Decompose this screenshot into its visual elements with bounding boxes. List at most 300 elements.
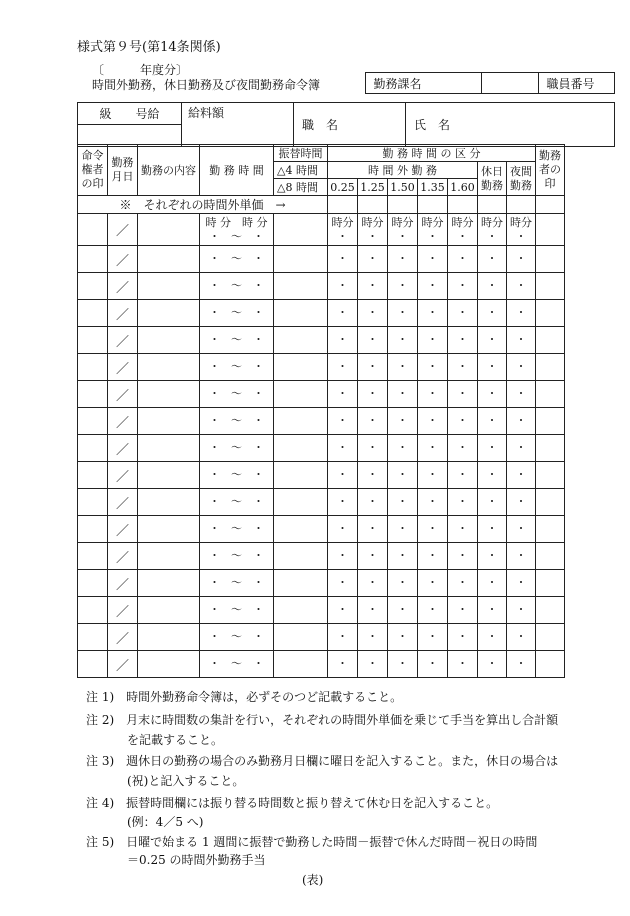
hours-cell[interactable]	[418, 354, 448, 381]
hours-cell[interactable]	[507, 273, 536, 300]
work-day-cell[interactable]	[108, 381, 138, 408]
hm-dot-mark: ・	[397, 657, 408, 670]
hours-cell[interactable]	[328, 489, 358, 516]
hours-cell[interactable]	[388, 435, 418, 462]
hours-cell[interactable]	[328, 381, 358, 408]
hours-cell[interactable]	[328, 354, 358, 381]
hours-cell[interactable]	[388, 214, 418, 246]
hours-cell[interactable]	[448, 300, 478, 327]
hours-cell[interactable]	[328, 214, 358, 246]
work-time-cell[interactable]	[200, 273, 274, 300]
table-row	[78, 516, 565, 543]
hm-dot-mark: ・	[486, 360, 498, 373]
hours-cell[interactable]	[388, 300, 418, 327]
hours-cell[interactable]	[358, 246, 388, 273]
hours-cell[interactable]	[507, 408, 536, 435]
hm-dot-mark: ・	[457, 576, 468, 589]
work-day-cell[interactable]	[108, 246, 138, 273]
hours-cell[interactable]	[478, 381, 507, 408]
hours-cell[interactable]	[388, 624, 418, 651]
work-day-cell[interactable]	[108, 327, 138, 354]
hm-dot-mark: ・	[337, 468, 348, 481]
work-time-cell[interactable]	[200, 327, 274, 354]
hours-cell[interactable]	[358, 381, 388, 408]
commander-seal-cell[interactable]	[78, 273, 108, 300]
commander-seal-cell[interactable]	[78, 381, 108, 408]
work-time-cell[interactable]	[200, 516, 274, 543]
work-content-cell[interactable]	[138, 327, 200, 354]
date-slash: ／	[115, 631, 129, 647]
time-range-mark: ・ 〜 ・	[209, 495, 264, 508]
hours-cell[interactable]	[358, 354, 388, 381]
work-time-cell[interactable]	[200, 354, 274, 381]
worker-seal-cell[interactable]	[536, 516, 565, 543]
work-day-cell[interactable]	[108, 516, 138, 543]
commander-seal-cell[interactable]	[78, 408, 108, 435]
hours-cell[interactable]	[448, 381, 478, 408]
commander-seal-cell[interactable]	[78, 435, 108, 462]
work-day-cell[interactable]	[108, 408, 138, 435]
work-day-cell[interactable]	[108, 624, 138, 651]
worker-seal-cell[interactable]	[536, 651, 565, 678]
unit-price-cell[interactable]	[418, 196, 448, 214]
work-time-cell[interactable]	[200, 624, 274, 651]
work-time-cell[interactable]	[200, 489, 274, 516]
hours-cell[interactable]	[507, 543, 536, 570]
hours-cell[interactable]	[418, 214, 448, 246]
work-content-cell[interactable]	[138, 435, 200, 462]
note-3: 注 3) 週休日の勤務の場合のみ勤務月日欄に曜日を記入すること。また，休日の場合は	[86, 754, 559, 768]
hours-cell[interactable]	[358, 273, 388, 300]
hm-dot-mark: ・	[515, 468, 527, 481]
hours-cell[interactable]	[418, 624, 448, 651]
hours-cell[interactable]	[328, 435, 358, 462]
hours-cell[interactable]	[388, 354, 418, 381]
work-time-cell[interactable]	[200, 543, 274, 570]
work-time-cell[interactable]	[200, 246, 274, 273]
hm-dot-mark: ・	[367, 657, 378, 670]
hours-cell[interactable]	[507, 246, 536, 273]
work-time-cell[interactable]	[200, 597, 274, 624]
hours-cell[interactable]	[448, 651, 478, 678]
unit-price-cell[interactable]	[507, 196, 536, 214]
hm-dot-mark: ・	[337, 549, 348, 562]
time-range-mark: ・ 〜 ・	[209, 441, 264, 454]
hours-cell[interactable]	[358, 327, 388, 354]
worker-seal-cell[interactable]	[536, 354, 565, 381]
hours-cell[interactable]	[478, 300, 507, 327]
work-time-cell[interactable]	[200, 651, 274, 678]
hours-cell[interactable]	[328, 408, 358, 435]
hm-dot-mark: ・	[397, 229, 408, 243]
hm-dot-mark: ・	[515, 414, 527, 427]
dept-value[interactable]	[481, 73, 538, 94]
table-row	[78, 246, 565, 273]
substitute-time-cell[interactable]	[274, 327, 328, 354]
work-day-cell[interactable]	[108, 300, 138, 327]
hm-dot-mark: ・	[457, 229, 468, 243]
time-range-mark: ・ 〜 ・	[209, 387, 264, 400]
hm-dot-mark: ・	[457, 414, 468, 427]
work-day-cell[interactable]	[108, 543, 138, 570]
work-day-header: 勤務月日	[108, 145, 138, 196]
hours-cell[interactable]	[448, 489, 478, 516]
hours-cell[interactable]	[358, 300, 388, 327]
hours-cell[interactable]	[478, 516, 507, 543]
hours-cell[interactable]	[418, 543, 448, 570]
hours-cell[interactable]	[388, 570, 418, 597]
substitute-time-cell[interactable]	[274, 408, 328, 435]
worker-seal-cell[interactable]	[536, 408, 565, 435]
time-range-mark: ・ 〜 ・	[209, 549, 264, 562]
hm-dot-mark: ・	[515, 229, 527, 243]
hours-cell[interactable]	[478, 543, 507, 570]
hours-cell[interactable]	[507, 516, 536, 543]
worker-seal-cell[interactable]	[536, 300, 565, 327]
time-unit-label: 時 分 時 分	[205, 215, 268, 229]
worker-seal-cell[interactable]	[536, 273, 565, 300]
hours-cell[interactable]	[448, 570, 478, 597]
hours-cell[interactable]	[418, 489, 448, 516]
hours-cell[interactable]	[507, 354, 536, 381]
grade-label: 級 号給	[78, 103, 182, 125]
hm-dot-mark: ・	[367, 603, 378, 616]
worker-seal-cell[interactable]	[536, 381, 565, 408]
work-content-cell[interactable]	[138, 651, 200, 678]
hours-cell[interactable]	[328, 327, 358, 354]
work-content-cell[interactable]	[138, 624, 200, 651]
unit-price-cell[interactable]	[388, 196, 418, 214]
hours-cell[interactable]	[478, 273, 507, 300]
work-day-cell[interactable]	[108, 489, 138, 516]
hours-cell[interactable]	[448, 624, 478, 651]
commander-seal-cell[interactable]	[78, 246, 108, 273]
work-day-cell[interactable]	[108, 354, 138, 381]
hours-cell[interactable]	[388, 543, 418, 570]
hm-dot-mark: ・	[337, 387, 348, 400]
hm-dot-mark: ・	[515, 630, 527, 643]
substitute-time-cell[interactable]	[274, 435, 328, 462]
date-slash: ／	[115, 307, 129, 323]
hours-cell[interactable]	[388, 381, 418, 408]
hours-cell[interactable]	[358, 489, 388, 516]
hm-dot-mark: ・	[397, 279, 408, 292]
work-content-cell[interactable]	[138, 489, 200, 516]
date-slash: ／	[115, 550, 129, 566]
work-content-cell[interactable]	[138, 214, 200, 246]
table-row	[78, 273, 565, 300]
hm-dot-mark: ・	[397, 603, 408, 616]
work-time-cell[interactable]	[200, 381, 274, 408]
hours-cell[interactable]	[507, 624, 536, 651]
worker-seal-cell[interactable]	[536, 246, 565, 273]
work-time-cell[interactable]	[200, 408, 274, 435]
work-content-cell[interactable]	[138, 300, 200, 327]
hours-cell[interactable]	[448, 597, 478, 624]
commander-seal-cell[interactable]	[78, 354, 108, 381]
work-day-cell[interactable]	[108, 597, 138, 624]
hours-cell[interactable]	[418, 300, 448, 327]
work-content-cell[interactable]	[138, 462, 200, 489]
commander-seal-cell[interactable]	[78, 327, 108, 354]
table-row	[78, 543, 565, 570]
hours-cell[interactable]	[478, 624, 507, 651]
hours-cell[interactable]	[328, 300, 358, 327]
hours-cell[interactable]	[507, 435, 536, 462]
substitute-time-cell[interactable]	[274, 354, 328, 381]
hm-dot-mark: ・	[397, 630, 408, 643]
substitute-time-cell[interactable]	[274, 543, 328, 570]
work-time-cell[interactable]	[200, 214, 274, 246]
hours-cell[interactable]	[388, 273, 418, 300]
work-day-cell[interactable]	[108, 462, 138, 489]
hours-cell[interactable]	[448, 214, 478, 246]
hours-cell[interactable]	[448, 543, 478, 570]
hours-cell[interactable]	[358, 516, 388, 543]
hm-dot-mark: ・	[427, 495, 438, 508]
hm-dot-mark: ・	[367, 229, 378, 243]
hm-dot-mark: ・	[337, 495, 348, 508]
hours-cell[interactable]	[478, 408, 507, 435]
hm-dot-mark: ・	[427, 414, 438, 427]
hours-cell[interactable]	[478, 570, 507, 597]
commander-seal-cell[interactable]	[78, 570, 108, 597]
hm-dot-mark: ・	[457, 657, 468, 670]
hours-cell[interactable]	[448, 435, 478, 462]
hours-cell[interactable]	[448, 246, 478, 273]
hours-cell[interactable]	[388, 516, 418, 543]
hours-cell[interactable]	[328, 624, 358, 651]
table-row	[78, 462, 565, 489]
hm-dot-mark: ・	[427, 279, 438, 292]
hours-cell[interactable]	[388, 246, 418, 273]
hm-dot-mark: ・	[367, 630, 378, 643]
hours-cell[interactable]	[388, 651, 418, 678]
hours-cell[interactable]	[478, 651, 507, 678]
commander-seal-cell[interactable]	[78, 651, 108, 678]
unit-price-cell[interactable]	[358, 196, 388, 214]
worker-seal-cell[interactable]	[536, 543, 565, 570]
hours-cell[interactable]	[388, 597, 418, 624]
hours-cell[interactable]	[448, 462, 478, 489]
commander-seal-cell[interactable]	[78, 462, 108, 489]
hours-cell[interactable]	[418, 273, 448, 300]
hours-cell[interactable]	[328, 273, 358, 300]
hours-cell[interactable]	[328, 570, 358, 597]
hours-cell[interactable]	[448, 516, 478, 543]
hm-dot-mark: ・	[397, 306, 408, 319]
commander-seal-cell[interactable]	[78, 489, 108, 516]
unit-price-cell[interactable]	[478, 196, 507, 214]
substitute-time-cell[interactable]	[274, 651, 328, 678]
note-2-cont: を記載すること。	[127, 733, 224, 747]
rate-header: 1.35	[418, 179, 448, 196]
hm-dot-mark: ・	[367, 252, 378, 265]
hm-unit-label: 時分	[391, 215, 414, 229]
hm-unit-label: 時分	[510, 215, 532, 229]
hours-cell[interactable]	[418, 651, 448, 678]
hours-cell[interactable]	[418, 462, 448, 489]
hours-cell[interactable]	[507, 327, 536, 354]
worker-seal-cell[interactable]	[536, 462, 565, 489]
table-row	[78, 570, 565, 597]
hours-cell[interactable]	[478, 435, 507, 462]
hours-cell[interactable]	[358, 651, 388, 678]
hours-cell[interactable]	[478, 354, 507, 381]
hours-cell[interactable]	[328, 246, 358, 273]
note-4-example: (例：4／5 へ)	[127, 815, 204, 829]
worker-seal-cell[interactable]	[536, 214, 565, 246]
work-day-cell[interactable]	[108, 570, 138, 597]
substitute-time-cell[interactable]	[274, 273, 328, 300]
unit-price-cell[interactable]	[536, 196, 565, 214]
hours-cell[interactable]	[478, 214, 507, 246]
commander-seal-cell[interactable]	[78, 300, 108, 327]
work-day-cell[interactable]	[108, 651, 138, 678]
substitute-time-cell[interactable]	[274, 381, 328, 408]
hm-dot-mark: ・	[337, 229, 348, 243]
work-content-cell[interactable]	[138, 381, 200, 408]
substitute-time-cell[interactable]	[274, 516, 328, 543]
work-day-cell[interactable]	[108, 435, 138, 462]
hours-cell[interactable]	[418, 597, 448, 624]
hours-cell[interactable]	[478, 327, 507, 354]
hours-cell[interactable]	[478, 462, 507, 489]
hours-cell[interactable]	[418, 516, 448, 543]
hours-cell[interactable]	[507, 381, 536, 408]
hours-cell[interactable]	[388, 408, 418, 435]
hours-cell[interactable]	[507, 597, 536, 624]
work-content-cell[interactable]	[138, 570, 200, 597]
hours-cell[interactable]	[358, 597, 388, 624]
hours-cell[interactable]	[358, 462, 388, 489]
work-content-cell[interactable]	[138, 408, 200, 435]
hours-cell[interactable]	[418, 381, 448, 408]
worker-seal-cell[interactable]	[536, 327, 565, 354]
note-4: 注 4) 振替時間欄には振り替る時間数と振り替えて休む日を記入すること。	[86, 796, 499, 810]
hours-cell[interactable]	[358, 214, 388, 246]
hm-dot-mark: ・	[427, 522, 438, 535]
hours-cell[interactable]	[448, 408, 478, 435]
unit-price-cell[interactable]	[448, 196, 478, 214]
worker-seal-cell[interactable]	[536, 597, 565, 624]
hours-cell[interactable]	[448, 273, 478, 300]
hours-cell[interactable]	[507, 300, 536, 327]
work-time-cell[interactable]	[200, 462, 274, 489]
hours-cell[interactable]	[328, 543, 358, 570]
work-time-cell[interactable]	[200, 435, 274, 462]
hm-dot-mark: ・	[337, 333, 348, 346]
substitute-time-cell[interactable]	[274, 624, 328, 651]
unit-price-cell[interactable]	[328, 196, 358, 214]
hours-cell[interactable]	[507, 651, 536, 678]
hm-dot-mark: ・	[515, 549, 527, 562]
commander-seal-cell[interactable]	[78, 516, 108, 543]
substitute-time-header: 振替時間	[274, 145, 328, 162]
substitute-time-cell[interactable]	[274, 597, 328, 624]
work-content-cell[interactable]	[138, 597, 200, 624]
hours-cell[interactable]	[388, 462, 418, 489]
hours-cell[interactable]	[507, 570, 536, 597]
hm-dot-mark: ・	[457, 549, 468, 562]
hours-cell[interactable]	[328, 462, 358, 489]
hours-cell[interactable]	[507, 462, 536, 489]
time-range-mark: ・ 〜 ・	[209, 576, 264, 589]
hours-cell[interactable]	[328, 516, 358, 543]
worker-seal-cell[interactable]	[536, 435, 565, 462]
table-row	[78, 435, 565, 462]
work-day-cell[interactable]	[108, 214, 138, 246]
hours-cell[interactable]	[358, 543, 388, 570]
worker-seal-cell[interactable]	[536, 489, 565, 516]
hours-cell[interactable]	[418, 327, 448, 354]
hours-cell[interactable]	[507, 489, 536, 516]
commander-seal-cell[interactable]	[78, 543, 108, 570]
hours-cell[interactable]	[358, 408, 388, 435]
worker-seal-cell[interactable]	[536, 570, 565, 597]
commander-seal-cell[interactable]	[78, 214, 108, 246]
work-content-cell[interactable]	[138, 354, 200, 381]
hours-cell[interactable]	[358, 570, 388, 597]
work-content-cell[interactable]	[138, 273, 200, 300]
hours-cell[interactable]	[507, 214, 536, 246]
hours-cell[interactable]	[328, 651, 358, 678]
work-day-cell[interactable]	[108, 273, 138, 300]
hours-cell[interactable]	[478, 597, 507, 624]
substitute-time-cell[interactable]	[274, 246, 328, 273]
hours-cell[interactable]	[328, 597, 358, 624]
hours-cell[interactable]	[448, 327, 478, 354]
work-content-header: 勤務の内容	[138, 145, 200, 196]
substitute-time-cell[interactable]	[274, 489, 328, 516]
hours-cell[interactable]	[478, 246, 507, 273]
hm-dot-mark: ・	[367, 576, 378, 589]
note-5-cont: ＝0.25 の時間外勤務手当	[127, 853, 266, 867]
hours-cell[interactable]	[448, 354, 478, 381]
hours-cell[interactable]	[358, 435, 388, 462]
work-content-cell[interactable]	[138, 246, 200, 273]
form-label: 様式第９号(第14条関係)	[77, 40, 221, 55]
worker-seal-cell[interactable]	[536, 624, 565, 651]
work-time-cell[interactable]	[200, 300, 274, 327]
substitute-time-cell[interactable]	[274, 462, 328, 489]
commander-seal-cell[interactable]	[78, 597, 108, 624]
hours-cell[interactable]	[388, 327, 418, 354]
hm-dot-mark: ・	[397, 414, 408, 427]
hours-cell[interactable]	[358, 624, 388, 651]
commander-seal-cell[interactable]	[78, 624, 108, 651]
hours-cell[interactable]	[388, 489, 418, 516]
hours-cell[interactable]	[478, 489, 507, 516]
hm-dot-mark: ・	[515, 495, 527, 508]
hours-cell[interactable]	[418, 408, 448, 435]
date-slash: ／	[115, 469, 129, 485]
substitute-time-cell[interactable]	[274, 570, 328, 597]
hm-dot-mark: ・	[486, 441, 498, 454]
hours-cell[interactable]	[418, 246, 448, 273]
table-row	[78, 300, 565, 327]
hours-cell[interactable]	[418, 435, 448, 462]
substitute-time-cell[interactable]	[274, 300, 328, 327]
work-time-cell[interactable]	[200, 570, 274, 597]
hm-dot-mark: ・	[486, 306, 498, 319]
hours-cell[interactable]	[418, 570, 448, 597]
substitute-time-cell[interactable]	[274, 214, 328, 246]
hm-dot-mark: ・	[515, 441, 527, 454]
date-slash: ／	[115, 280, 129, 296]
work-content-cell[interactable]	[138, 543, 200, 570]
work-content-cell[interactable]	[138, 516, 200, 543]
